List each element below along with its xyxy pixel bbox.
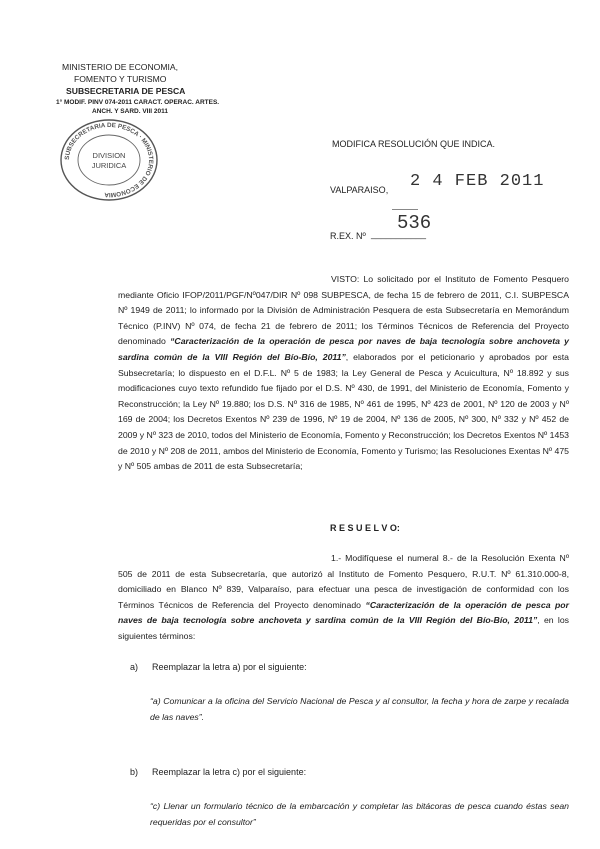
item-a-label: Reemplazar la letra a) por el siguiente: bbox=[152, 662, 307, 672]
item-b-label: Reemplazar la letra c) por el siguiente: bbox=[152, 767, 307, 777]
item-b-quote: “c) Llenar un formulario técnico de la embarcación y completar las bitácoras de pesca cuando éstas sean requeridas por el consultor” bbox=[150, 801, 569, 827]
number-stamp-line bbox=[392, 209, 418, 210]
division-juridica-stamp bbox=[56, 116, 162, 204]
ministry-name: MINISTERIO DE ECONOMIA, bbox=[62, 62, 179, 72]
resolution-number: 536 bbox=[397, 212, 432, 234]
point-1-paragraph bbox=[118, 551, 569, 645]
point-1-project-title: “Caracterización de la operación de pesca por naves de baja tecnología sobre anchoveta y sardina común de la VIII Región del Bío-Bío, 2011” bbox=[118, 599, 569, 626]
reference-code: 1° MODIF. PINV 074-2011 CARACT. OPERAC. ARTES. bbox=[56, 99, 220, 106]
rex-blank: ___________ bbox=[371, 229, 427, 239]
stamp-center-line2: JURIDICA bbox=[91, 161, 127, 170]
item-b-marker: b) bbox=[130, 767, 139, 777]
document-subject: MODIFICA RESOLUCIÓN QUE INDICA. bbox=[332, 139, 496, 149]
ministry-subtitle: FOMENTO Y TURISMO bbox=[74, 74, 167, 84]
visto-project-title: “Caracterización de la operación de pesca por naves de baja tecnología sobre anchoveta y sardina común de la VIII Región del Bío-Bío, 2011” bbox=[118, 336, 569, 362]
subsecretariat-name: SUBSECRETARIA DE PESCA bbox=[66, 86, 186, 96]
resuelvo-heading: R E S U E L V O: bbox=[330, 523, 400, 533]
place-label: VALPARAISO, bbox=[330, 185, 389, 195]
stamp-ring-text: SUBSECRETARIA DE PESCA · MINISTERIO DE ECONOMIA bbox=[63, 121, 155, 199]
point-1-tail: , en los siguientes términos: bbox=[118, 615, 569, 641]
item-a-marker: a) bbox=[130, 662, 139, 672]
point-1-text: 1.- Modifíquese el numeral 8.- de la Resolución Exenta Nº 505 de 2011 de esta Subsecretaría, que autorizó al Instituto de Fomento Pesquero, R.U.T. Nº 61.310.000-8, domiciliado en Blanco Nº 839, Valparaíso, para efectuar una pesca de investigación de conformidad con los Términos Técnicos de Referencia del Proyecto denominado bbox=[118, 553, 569, 610]
reference-code-2: ANCH. Y SARD. VIII 2011 bbox=[92, 108, 168, 115]
visto-rest: , elaborados por el peticionario y aprobados por esta Subsecretaría; lo dispuesto en el D.F.L. Nº 5 de 1983; la Ley General de Pesca y Acuicultura, Nº 18.892 y sus modificaciones cuyo texto refundido fue fijado por el D.S. Nº 430, de 1991, del Ministerio de Economía, Fomento y Reconstrucción; la Ley Nº 19.880; los D.S. Nº 316 de 1985, Nº 461 de 1995, Nº 423 de 2001, Nº 120 de 2003 y Nº 169 de 2004; los Decretos Exentos Nº 239 de 1996, Nº 19 de 2004, Nº 136 de 2005, Nº 300, Nº 332 y Nº 452 de 2009 y Nº 323 de 2010, todos del Ministerio de Economía, Fomento y Reconstrucción; los Decretos Exentos Nº 1453 de 2010 y Nº 208 de 2011, ambos del Ministerio de Economía, Fomento y Turismo; las Resoluciones Exentas Nº 475 y Nº 505 ambas de 2011 de esta Subsecretaría; bbox=[118, 351, 570, 472]
item-a-quote: “a) Comunicar a la oficina del Servicio Nacional de Pesca y al consultor, la fecha y hora de zarpe y recalada de las naves”. bbox=[150, 696, 569, 722]
date-stamp: 2 4 FEB 2011 bbox=[410, 172, 545, 191]
visto-intro: VISTO: Lo solicitado por el Instituto de Fomento Pesquero mediante Oficio IFOP/2011/PGF/Nº047/DIR Nº 098 SUBPESCA, de fecha 15 de febrero de 2011, C.I. SUBPESCA Nº 1949 de 2011; lo informado por la División de Administración Pesquera de esta Subsecretaría en Memorándum Técnico (P.INV) Nº 074, de fecha 21 de febrero de 2011; los Términos Técnicos de Referencia del Proyecto denominado bbox=[118, 274, 569, 347]
stamp-center-line1: DIVISION bbox=[92, 151, 126, 160]
rex-label: R.EX. Nº bbox=[330, 231, 366, 241]
stamp-seal-icon bbox=[56, 116, 162, 204]
visto-paragraph bbox=[118, 272, 569, 475]
